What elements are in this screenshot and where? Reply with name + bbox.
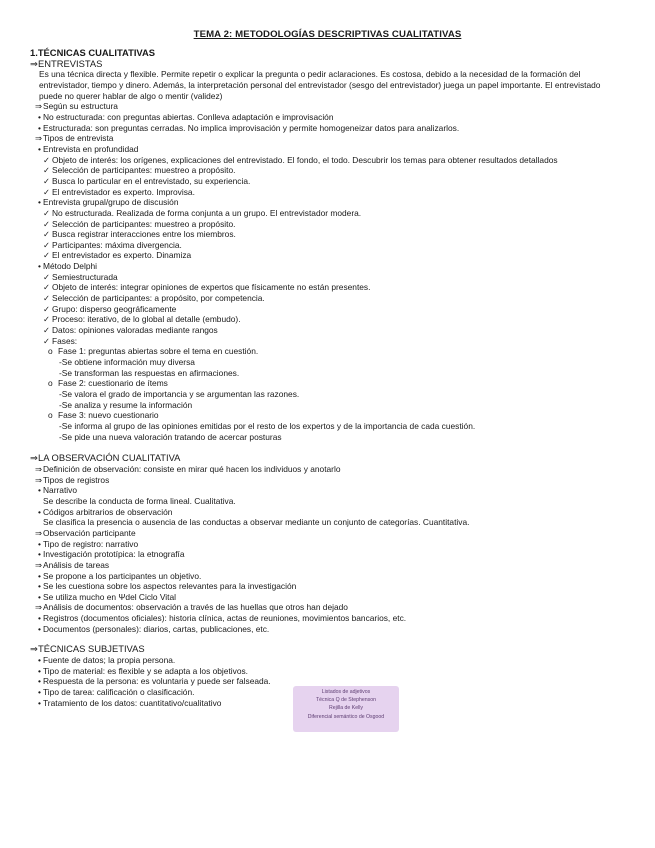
check-icon: ✓ xyxy=(43,239,51,250)
check-icon: ✓ xyxy=(43,250,51,261)
note-line: Listados de adjetivos xyxy=(321,689,371,695)
list-item: • Respuesta de la persona: es voluntaria y puede ser falseada. xyxy=(38,676,271,687)
check-icon: ✓ xyxy=(43,229,51,240)
arrow-icon: ⇒ xyxy=(35,559,43,570)
paragraph-line: Es una técnica directa y flexible. Permite repetir o explicar la pregunta o pedir aclaraciones. Es costosa, debido a la necesidad de la formación del xyxy=(39,69,581,80)
list-item: • Narrativo xyxy=(38,485,77,496)
arrow-icon: ⇒ xyxy=(35,602,43,613)
list-item: -Se obtiene información muy diversa xyxy=(59,357,195,368)
list-item: • Códigos arbitrarios de observación xyxy=(38,506,173,517)
arrow-icon: ⇒ xyxy=(30,452,38,464)
list-item: ✓ No estructurada. Realizada de forma conjunta a un grupo. El entrevistador modera. xyxy=(43,207,362,218)
bullet-icon: • xyxy=(38,485,41,496)
arrow-icon: ⇒ xyxy=(35,463,43,474)
list-item: • Entrevista grupal/grupo de discusión xyxy=(38,197,179,208)
list-item: ✓ El entrevistador es experto. Dinamiza xyxy=(43,250,192,261)
check-icon: ✓ xyxy=(43,314,51,325)
list-item: Se clasifica la presencia o ausencia de las conductas a observar mediante un conjunto de categorías. Cuantitativa. xyxy=(43,517,470,528)
bullet-icon: • xyxy=(38,613,41,624)
list-item: -Se informa al grupo de las opiniones emitidas por el resto de los expertos y de la importancia de cada cuestión. xyxy=(59,420,476,431)
list-item: • Documentos (personales): diarios, cartas, publicaciones, etc. xyxy=(38,623,270,634)
bullet-icon: • xyxy=(38,261,41,272)
note-line: Técnica Q de Stephenson xyxy=(316,697,376,704)
check-icon: ✓ xyxy=(43,282,51,293)
list-item: o Fase 1: preguntas abiertas sobre el tema en cuestión. xyxy=(48,346,259,357)
list-item: o Fase 2: cuestionario de ítems xyxy=(48,378,168,389)
list-item: • Investigación prototípica: la etnografía xyxy=(38,549,185,560)
list-item: ✓ Busca lo particular en el entrevistado, su experiencia. xyxy=(43,175,251,186)
list-item: • Se propone a los participantes un objetivo. xyxy=(38,570,202,581)
check-icon: ✓ xyxy=(43,293,51,304)
bullet-icon: • xyxy=(38,591,41,602)
list-item: ✓ Selección de participantes: muestreo a propósito. xyxy=(43,218,236,229)
document-body xyxy=(30,48,630,708)
check-icon: ✓ xyxy=(43,325,51,336)
list-item: -Se pide una nueva valoración tratando de acercar posturas xyxy=(59,431,282,442)
list-item: • Tipo de tarea: calificación o clasificación. xyxy=(38,687,195,698)
list-item: • Tipo de registro: narrativo xyxy=(38,538,139,549)
list-item: Se describe la conducta de forma lineal. Cualitativa. xyxy=(43,495,236,506)
circle-bullet-icon: o xyxy=(48,346,53,357)
bullet-icon: • xyxy=(38,581,41,592)
check-icon: ✓ xyxy=(43,154,51,165)
list-item: ✓ El entrevistador es experto. Improvisa. xyxy=(43,186,195,197)
list-item: ⇒Tipos de registros xyxy=(35,474,110,485)
list-item: ✓ Participantes: máxima divergencia. xyxy=(43,239,182,250)
bullet-icon: • xyxy=(38,197,41,208)
list-item: ✓ Grupo: disperso geográficamente xyxy=(43,303,177,314)
note-line: Diferencial semántico de Osgood xyxy=(307,713,385,720)
list-item: • Se les cuestiona sobre los aspectos relevantes para la investigación xyxy=(38,581,297,592)
list-item: • No estructurada: con preguntas abiertas. Conlleva adaptación e improvisación xyxy=(38,111,334,122)
list-item: ✓ Fases: xyxy=(43,335,78,346)
check-icon: ✓ xyxy=(43,303,51,314)
check-icon: ✓ xyxy=(43,335,51,346)
bullet-icon: • xyxy=(38,697,41,708)
list-item: ✓ Semiestructurada xyxy=(43,271,118,282)
arrow-icon: ⇒ xyxy=(35,101,43,112)
circle-bullet-icon: o xyxy=(48,378,53,389)
list-item: -Se transforman las respuestas en afirmaciones. xyxy=(59,367,240,378)
page-title: TEMA 2: METODOLOGÍAS DESCRIPTIVAS CUALITATIVAS xyxy=(193,29,462,40)
section-heading-tecnicas: 1.TÉCNICAS CUALITATIVAS xyxy=(30,47,155,58)
list-item: • Tipo de material: es flexible y se adapta a los objetivos. xyxy=(38,665,248,676)
bullet-icon: • xyxy=(38,538,41,549)
paragraph-line: puede no querer hablar de algo o mentir (validez) xyxy=(39,90,223,101)
bullet-icon: • xyxy=(38,687,41,698)
bullet-icon: • xyxy=(38,122,41,133)
arrow-icon: ⇒ xyxy=(35,527,43,538)
subsection-entrevistas: ⇒ENTREVISTAS xyxy=(30,57,103,69)
list-item: ✓ Selección de participantes: a propósito, por competencia. xyxy=(43,293,265,304)
arrow-icon: ⇒ xyxy=(35,474,43,485)
list-item: • Registros (documentos oficiales): historia clínica, actas de reuniones, movimientos bancarios, etc. xyxy=(38,613,407,624)
bullet-icon: • xyxy=(38,143,41,154)
list-item: • Fuente de datos; la propia persona. xyxy=(38,655,176,666)
arrow-icon: ⇒ xyxy=(30,643,38,655)
arrow-icon: ⇒ xyxy=(35,133,43,144)
list-item: ⇒Tipos de entrevista xyxy=(35,133,114,144)
list-item: • Entrevista en profundidad xyxy=(38,143,139,154)
list-item: ⇒Observación participante xyxy=(35,527,136,538)
check-icon: ✓ xyxy=(43,207,51,218)
list-item: ⇒Definición de observación: consiste en mirar qué hacen los individuos y anotarlo xyxy=(35,463,341,474)
list-item: ⇒Análisis de documentos: observación a través de las huellas que otros han dejado xyxy=(35,602,348,613)
check-icon: ✓ xyxy=(43,218,51,229)
bullet-icon: • xyxy=(38,655,41,666)
list-item: ⇒Según su estructura xyxy=(35,101,118,112)
list-item: -Se valora el grado de importancia y se argumentan las razones. xyxy=(59,389,300,399)
list-item: ✓ Busca registrar interacciones entre los miembros. xyxy=(43,229,236,240)
techniques-note-box xyxy=(293,686,399,732)
list-item: • Se utiliza mucho en Ψdel Ciclo Vital xyxy=(38,591,176,602)
check-icon: ✓ xyxy=(43,165,51,176)
list-item: ✓ Objeto de interés: integrar opiniones de expertos que físicamente no están presentes. xyxy=(43,282,371,293)
list-item: • Tratamiento de los datos: cuantitativo/cualitativo xyxy=(38,697,222,708)
subsection-subjetivas: ⇒TÉCNICAS SUBJETIVAS xyxy=(30,643,145,655)
bullet-icon: • xyxy=(38,623,41,634)
list-item: ⇒Análisis de tareas xyxy=(35,559,110,570)
list-item: ✓ Datos: opiniones valoradas mediante rangos xyxy=(43,325,218,336)
bullet-icon: • xyxy=(38,111,41,122)
bullet-icon: • xyxy=(38,549,41,560)
note-line: Rejilla de Kelly xyxy=(328,705,364,712)
paragraph-line: entrevistador, tiempo y dinero. Además, la interpretación personal del entrevistador (sesgo del entrevistador) juega un papel importante. El entrevistado xyxy=(39,79,601,90)
list-item: ✓ Selección de participantes: muestreo a propósito. xyxy=(43,165,236,176)
check-icon: ✓ xyxy=(43,271,51,282)
check-icon: ✓ xyxy=(43,175,51,186)
bullet-icon: • xyxy=(38,676,41,687)
bullet-icon: • xyxy=(38,665,41,676)
list-item: ✓ Proceso: iterativo, de lo global al detalle (embudo). xyxy=(43,314,241,325)
list-item: • Método Delphi xyxy=(38,261,98,272)
check-icon: ✓ xyxy=(43,186,51,197)
circle-bullet-icon: o xyxy=(48,410,53,421)
list-item: ✓ Objeto de interés: los orígenes, explicaciones del entrevistado. El fondo, el todo. Descubrir los temas para obtener resultados detallados xyxy=(43,154,558,165)
list-item: o Fase 3: nuevo cuestionario xyxy=(48,410,159,421)
bullet-icon: • xyxy=(38,570,41,581)
list-item: -Se analiza y resume la información xyxy=(59,399,193,410)
arrow-icon: ⇒ xyxy=(30,57,38,69)
bullet-icon: • xyxy=(38,506,41,517)
list-item: • Estructurada: son preguntas cerradas. No implica improvisación y permite homogeneizar datos para analizarlos. xyxy=(38,122,460,133)
subsection-observacion: ⇒LA OBSERVACIÓN CUALITATIVA xyxy=(30,452,181,464)
